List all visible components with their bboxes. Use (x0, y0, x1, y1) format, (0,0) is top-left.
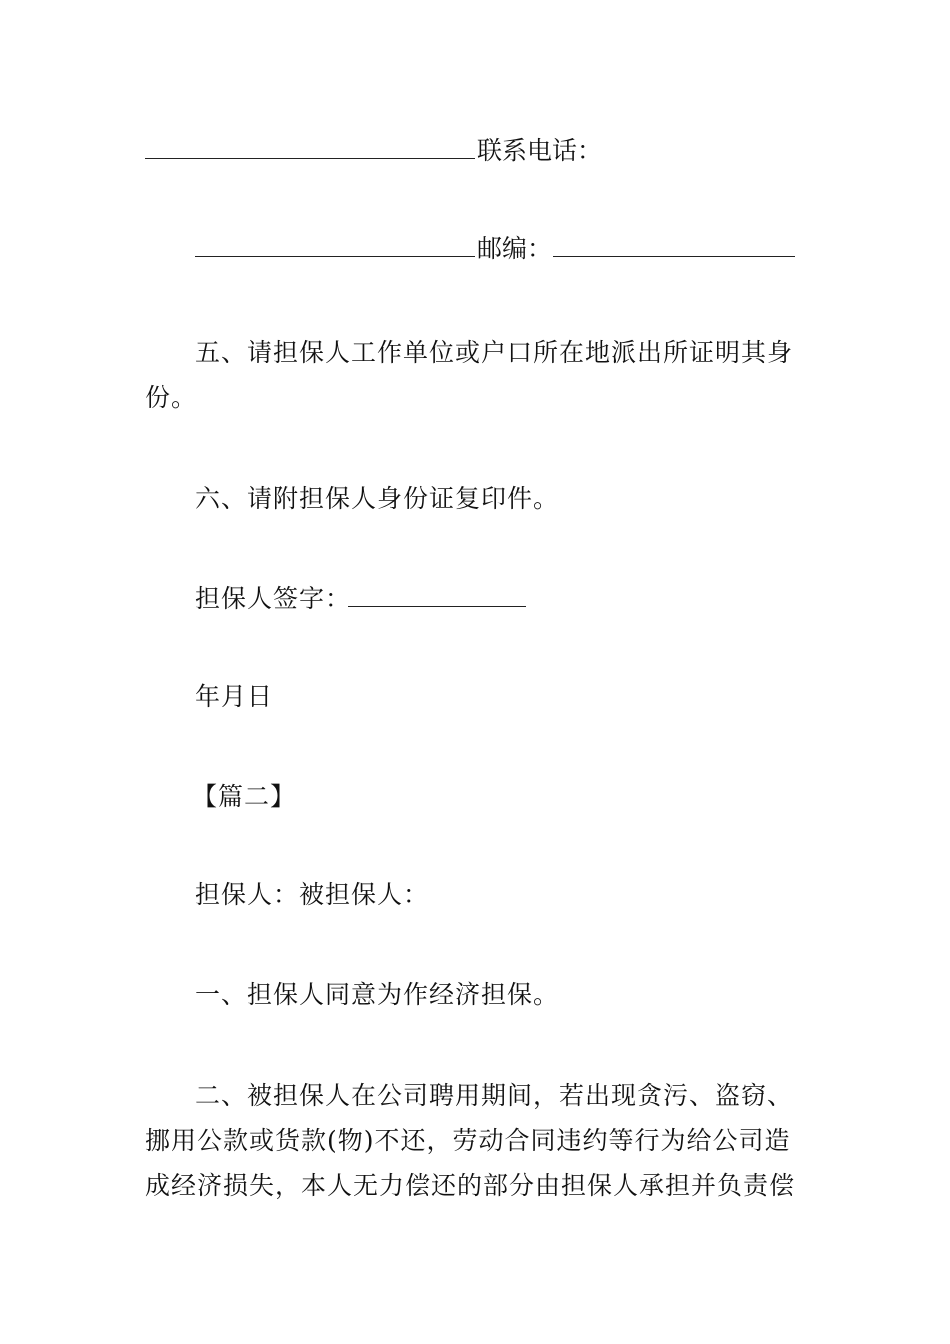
date-line: 年月日 (195, 682, 274, 711)
item-6-paragraph: 六、请附担保人身份证复印件。 (195, 484, 560, 513)
signature-blank (348, 584, 526, 607)
section-title: 【篇二】 (192, 782, 297, 811)
clause-1: 一、担保人同意为作经济担保。 (195, 980, 560, 1009)
signature-label: 担保人签字： (195, 584, 352, 613)
contact-phone-label: 联系电话： (477, 136, 603, 165)
blank-line (195, 234, 475, 257)
postcode-label: 邮编： (477, 234, 553, 263)
item-5-paragraph: 五、请担保人工作单位或户口所在地派出所证明其身份。 (145, 338, 794, 412)
parties-line: 担保人：被担保人： (195, 880, 430, 909)
blank-line (145, 136, 475, 159)
blank-line (553, 234, 795, 257)
clause-2: 二、被担保人在公司聘用期间，若出现贪污、盗窃、挪用公款或货款(物)不还，劳动合同违约等行为给公司造成经济损失，本人无力偿还的部分由担保人承担并负责偿 (145, 1081, 796, 1200)
